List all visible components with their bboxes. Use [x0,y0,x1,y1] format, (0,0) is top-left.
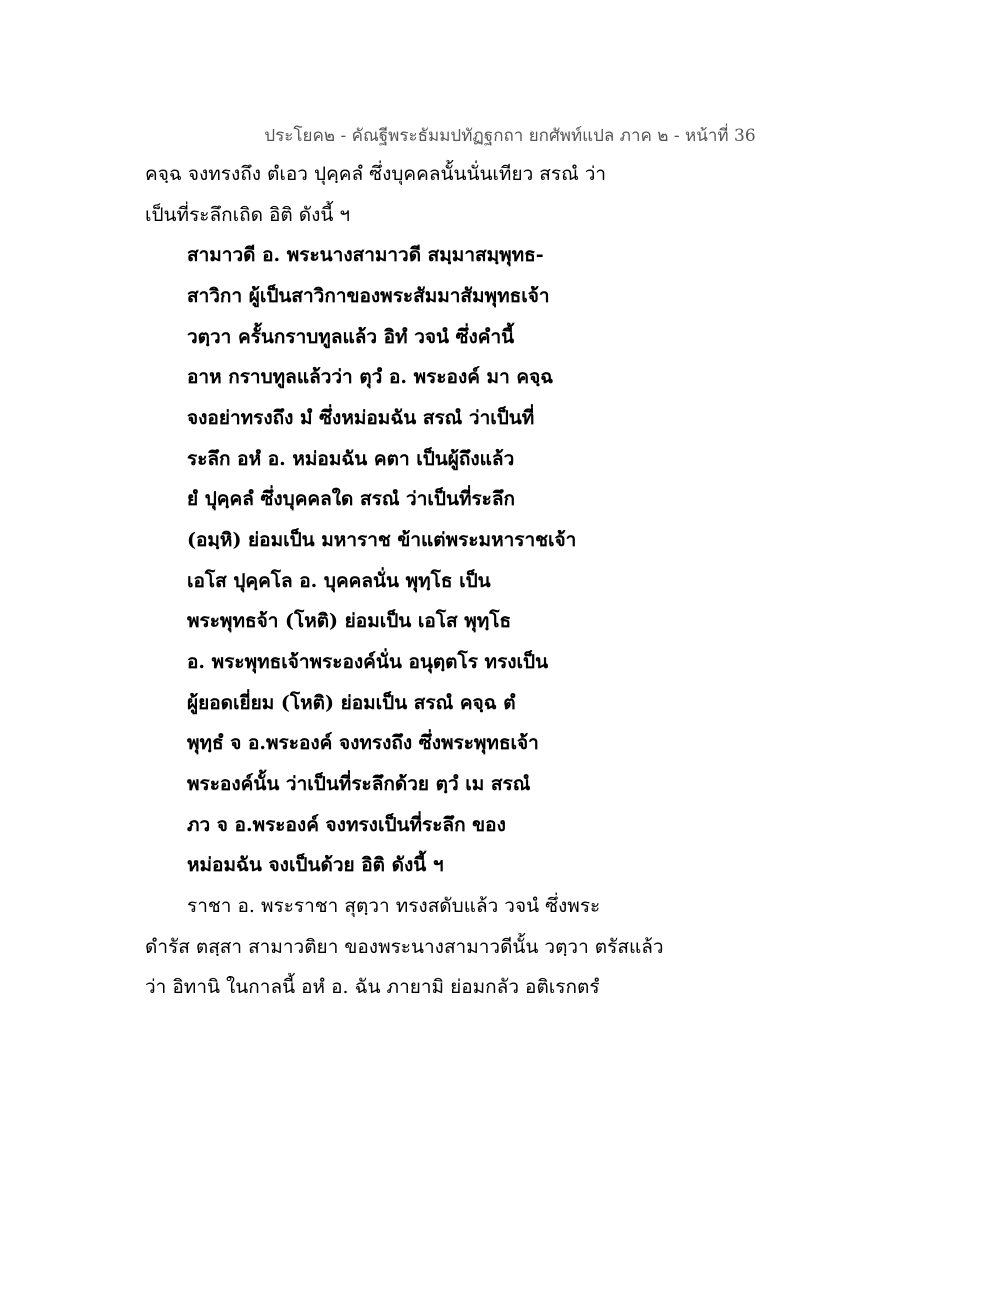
verse-line-12: ผู้ยอดเยี่ยม (โหติ) ย่อมเป็น สรณํ คจฺฉ ตํ [187,692,516,714]
closing-line-1: ราชา อ. พระราชา สุตฺวา ทรงสดับแล้ว วจนํ ซึ่งพระ [187,895,601,917]
closing-line-3: ว่า อิทานิ ในกาลนี้ อหํ อ. ฉัน ภายามิ ย่อมกลัว อติเรกตรํ [145,976,600,998]
verse-line-10: พระพุทธจ้า (โหติ) ย่อมเป็น เอโส พุทฺโธ [187,610,512,632]
verse-line-5: จงอย่าทรงถึง มํ ซึ่งหม่อมฉัน สรณํ ว่าเป็นที่ [187,407,535,429]
intro-line-1: คจฺฉ จงทรงถึง ตํเอว ปุคฺคลํ ซึ่งบุคคลนั้นนั่นเทียว สรณํ ว่า [145,163,607,185]
closing-line-2: ดำรัส ตสฺสา สามาวติยา ของพระนางสามาวดีนั้น วตฺวา ตรัสแล้ว [145,936,664,958]
verse-line-9: เอโส ปุคฺคโล อ. บุคคลนั่น พุทฺโธ เป็น [187,570,491,592]
verse-line-1: สามาวดี อ. พระนางสามาวดี สมฺมาสมฺพุทธ- [187,244,544,266]
verse-line-15: ภว จ อ.พระองค์ จงทรงเป็นที่ระลึก ของ [187,814,506,836]
verse-line-14: พระองค์นั้น ว่าเป็นที่ระลึกด้วย ตฺวํ เม สรณํ [187,773,531,795]
intro-line-2: เป็นที่ระลึกเถิด อิติ ดังนี้ ฯ [145,204,351,226]
verse-line-3: วตฺวา ครั้นกราบทูลแล้ว อิทํ วจนํ ซึ่งคำนี้ [187,326,515,348]
verse-line-2: สาวิกา ผู้เป็นสาวิกาของพระสัมมาสัมพุทธเจ้า [187,285,550,307]
verse-line-4: อาห กราบทูลแล้วว่า ตุวํ อ. พระองค์ มา คจฺฉ [187,366,554,388]
verse-line-6: ระลึก อหํ อ. หม่อมฉัน คตา เป็นผู้ถึงแล้ว [187,448,515,470]
verse-line-8: (อมฺหิ) ย่อมเป็น มหาราช ข้าแต่พระมหาราชเจ้า [187,529,577,551]
page-header: ประโยค๒ - คัณฐีพระธัมมปทัฏฐกถา ยกศัพท์แปล ภาค ๒ - หน้าที่ 36 [264,126,756,146]
verse-line-13: พุทฺธํ จ อ.พระองค์ จงทรงถึง ซึ่งพระพุทธเจ้า [187,732,539,754]
verse-line-11: อ. พระพุทธเจ้าพระองค์นั่น อนุตฺตโร ทรงเป็น [187,651,549,673]
verse-line-16: หม่อมฉัน จงเป็นด้วย อิติ ดังนี้ ฯ [187,854,444,876]
verse-line-7: ยํ ปุคฺคลํ ซึ่งบุคคลใด สรณํ ว่าเป็นที่ระลึก [187,488,516,510]
